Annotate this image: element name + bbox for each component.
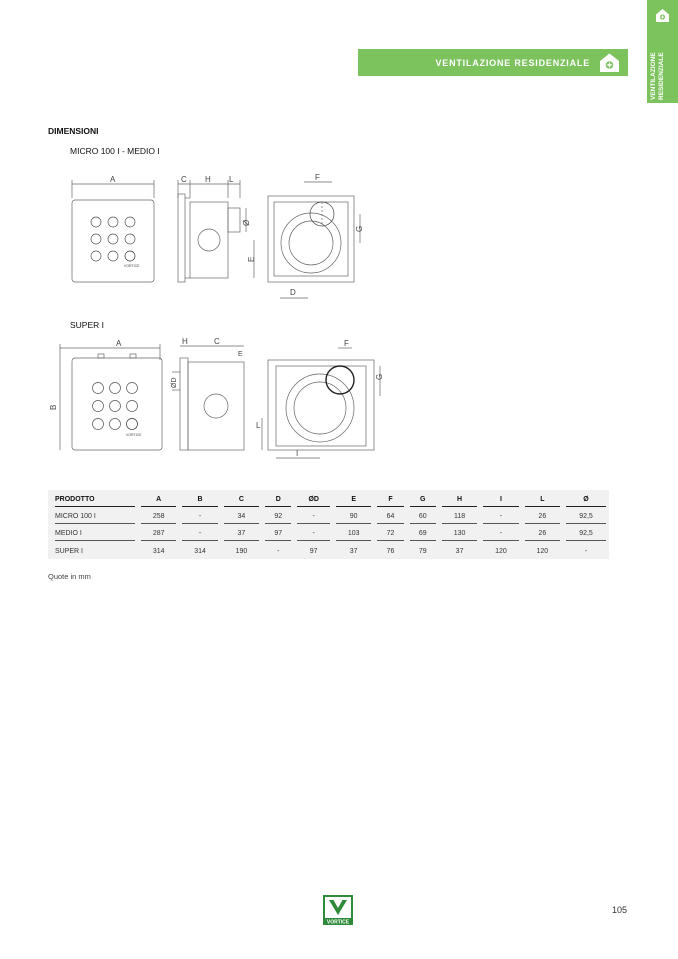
vortice-mini-logo	[125, 251, 135, 261]
table-cell: 97	[309, 547, 318, 555]
dim-label-c: C	[214, 337, 220, 346]
table-cell: 92	[262, 508, 294, 525]
banner-title: VENTILAZIONE RESIDENZIALE	[435, 58, 590, 68]
table-cell: 26	[522, 508, 563, 525]
side-view	[178, 175, 256, 282]
table-cell: 26	[522, 525, 563, 542]
column-header: L	[522, 490, 563, 508]
column-header: Ø	[563, 490, 609, 508]
table-cell: MEDIO I	[48, 525, 138, 542]
table-cell: 64	[374, 508, 406, 525]
table-cell: -	[179, 525, 220, 542]
side-view	[171, 337, 244, 450]
micro-medio-title: MICRO 100 I - MEDIO I	[70, 146, 160, 156]
table-cell: 37	[455, 547, 464, 555]
table-cell: -	[294, 525, 333, 542]
vortice-mini-text: VORTICE	[126, 433, 142, 437]
table-cell: 120	[536, 547, 549, 555]
table-cell: -	[294, 508, 333, 525]
table-cell: 103	[333, 525, 374, 542]
dim-label-l: L	[256, 421, 261, 430]
side-tab-text: VENTILAZIONE RESIDENZIALE	[650, 52, 665, 100]
column-header: D	[262, 490, 294, 508]
table-cell: 92,5	[563, 508, 609, 525]
front-view	[72, 175, 154, 282]
table-cell: 72	[374, 525, 406, 542]
table-cell: 37	[221, 525, 262, 542]
side-tab	[647, 0, 678, 103]
table-cell: 258	[138, 508, 179, 525]
column-header: I	[480, 490, 521, 508]
dim-label-e: E	[238, 351, 243, 358]
table-cell: 314	[152, 547, 165, 555]
column-header: H	[439, 490, 480, 508]
super-title: SUPER I	[70, 320, 105, 330]
table-cell: 97	[262, 525, 294, 542]
table-cell: 120	[495, 547, 507, 555]
table-cell: -	[480, 525, 521, 542]
vortice-mini-logo	[127, 419, 138, 430]
house-fan-icon	[599, 52, 620, 73]
table-header-row	[48, 490, 609, 508]
front-view	[49, 339, 162, 450]
super-drawing	[48, 336, 388, 466]
dim-label-l: L	[229, 175, 234, 184]
dim-label-phi: Ø	[242, 219, 251, 226]
dim-label-c: C	[181, 175, 187, 184]
dim-label-d: D	[290, 288, 296, 297]
dim-label-f: F	[344, 339, 349, 348]
table-cell: -	[584, 547, 588, 555]
column-header: A	[138, 490, 179, 508]
rear-view	[268, 173, 364, 298]
dim-label-b: B	[49, 404, 58, 410]
dim-label-a: A	[110, 175, 116, 184]
dim-label-g: G	[355, 225, 364, 232]
table-cell: 314	[194, 547, 206, 555]
table-cell: -	[480, 508, 521, 525]
table-row	[48, 508, 609, 525]
table-cell: 69	[407, 525, 439, 542]
table-cell: 92,5	[563, 525, 609, 542]
dimensions-table	[48, 490, 609, 559]
column-header: C	[221, 490, 262, 508]
column-header: F	[374, 490, 406, 508]
dim-label-g: G	[375, 373, 384, 380]
column-header: B	[179, 490, 220, 508]
dim-label-h: H	[205, 175, 211, 184]
table-cell: SUPER I	[55, 547, 84, 555]
table-row	[48, 525, 609, 542]
table-cell: 34	[221, 508, 262, 525]
table-cell: 118	[439, 508, 480, 525]
vortice-mini-text: VORTICE	[124, 264, 140, 268]
dim-label-f: F	[315, 173, 320, 182]
table-cell: MICRO 100 I	[48, 508, 138, 525]
table-row	[48, 542, 609, 559]
table-cell: 190	[235, 547, 248, 555]
vortice-logo-icon	[323, 895, 353, 925]
column-header: E	[333, 490, 374, 508]
dim-label-i: I	[296, 449, 299, 458]
table-cell: 287	[138, 525, 179, 542]
dim-label-a: A	[116, 339, 122, 348]
table-cell: -	[179, 508, 220, 525]
table-cell: 37	[349, 547, 358, 555]
table-cell: 130	[439, 525, 480, 542]
footer-logo-text: VORTICE	[326, 919, 350, 925]
table-cell: 60	[407, 508, 439, 525]
table-cell: 79	[418, 547, 427, 555]
dim-label-phid: ØD	[171, 377, 178, 388]
micro-medio-drawing	[60, 168, 380, 303]
column-header: PRODOTTO	[48, 490, 138, 508]
section-title: DIMENSIONI	[48, 126, 99, 136]
table-cell: 76	[386, 547, 395, 555]
house-fan-icon	[655, 8, 670, 23]
dim-label-h: H	[182, 337, 188, 346]
table-cell: -	[277, 547, 280, 555]
table-cell: 90	[333, 508, 374, 525]
column-header: G	[407, 490, 439, 508]
rear-view	[256, 339, 384, 458]
page-number: 105	[612, 905, 628, 915]
units-note: Quote in mm	[48, 572, 91, 581]
column-header: ØD	[294, 490, 333, 508]
section-banner	[358, 49, 628, 76]
dim-label-e: E	[247, 256, 256, 262]
